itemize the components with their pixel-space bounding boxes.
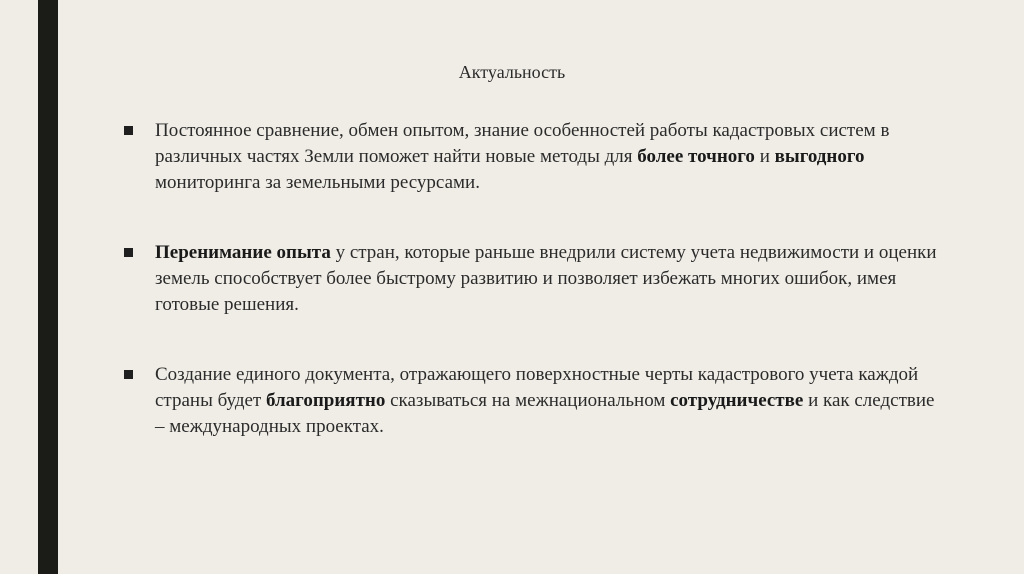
bullet-text-bold: выгодного [774, 146, 865, 167]
bullet-text-part: Создание единого документа, отражающего поверхностные черты кадастрового учета каждой страны будет [155, 364, 919, 411]
bullet-text-part: сказываться на межнациональном [385, 390, 671, 411]
bullet-text-part: Постоянное сравнение, обмен опытом, знание особенностей работы кадастровых систем в различных частях Земли поможет найти новые методы для [155, 120, 890, 167]
bullet-item [124, 240, 944, 318]
square-bullet-icon [124, 370, 133, 379]
square-bullet-icon [124, 126, 133, 135]
bullet-text-bold: более точного [637, 146, 755, 167]
bullet-text-bold: Перенимание опыта [155, 242, 331, 263]
square-bullet-icon [124, 248, 133, 257]
bullet-text-part: и [754, 146, 775, 167]
bullet-list [124, 118, 944, 440]
bullet-item [124, 118, 944, 196]
bullet-text-part: и как следствие – международных проектах. [155, 390, 935, 437]
bullet-text-bold: сотрудничестве [670, 390, 804, 411]
bullet-text-part: мониторинга за земельными ресурсами. [155, 172, 480, 193]
bullet-text-part: у стран, которые раньше внедрили систему учета недвижимости и оценки земель способствует более быстрому развитию и позволяет избежать многих ошибок, имея готовые решения. [155, 242, 937, 315]
slide-title: Актуальность [458, 62, 566, 82]
bullet-text-bold: благоприятно [266, 390, 386, 411]
left-accent-bar [38, 0, 58, 574]
bullet-item [124, 362, 944, 440]
